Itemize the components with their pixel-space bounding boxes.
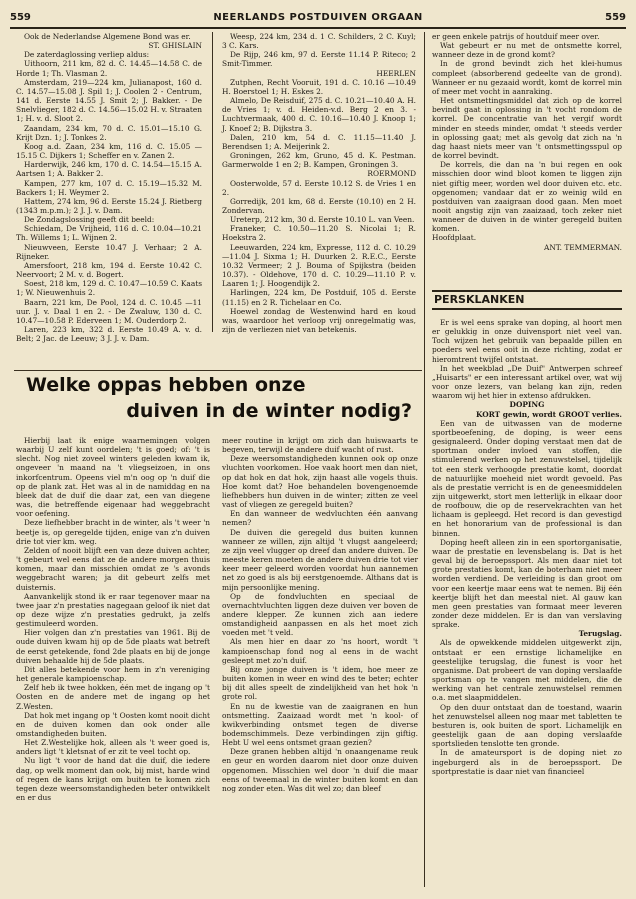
headline-line-1: Welke oppas hebben onze bbox=[26, 374, 306, 396]
location-line: Hoofdplaat. bbox=[432, 233, 477, 243]
paragraph: Er is wel eens sprake van doping, al hoort men er gelukkig in onze duivensport niet veel van. Toch wijzen het gebruik van bepaalde pillen en poeders wel eens ooit in deze richting, zodat er hieromtrent twijfel ontstaat. bbox=[432, 318, 622, 364]
paragraph: En nu de kwestie van de zaaigranen en hun ontsmetting. Zaaizaad wordt met 'n kool- of kwikverbinding ontsmet tegen de diverse bodemschimmels. Deze verbindingen zijn giftig. Hebt U wel eens ontsmet graan gezien? bbox=[222, 701, 418, 748]
page-header bbox=[10, 8, 626, 26]
paragraph: Hattem, 274 km, 96 d. Eerste 15.24 J. Rietberg (1343 m.p.m.); 2 J. J. v. Dam. bbox=[16, 196, 202, 215]
paragraph: De duiven die geregeld dus buiten kunnen wanneer ze willen, zijn altijd 't vlugst aangeleerd; ze zijn veel vlugger op dreef dan andere duiven. De meeste keren moeten de andere duiven drie tot vier keer meer geleerd worden voordat hun aannemen net zo goed is als bij eerstgenoemde. Althans dat is mijn persoonlijke mening. bbox=[222, 527, 418, 592]
results-column-2 bbox=[222, 32, 416, 362]
article-headline bbox=[16, 372, 420, 430]
page-number-right: 559 bbox=[605, 11, 626, 23]
paragraph: Een van de uitwassen van de moderne sportbeoefening, de doping, is weer eens gesignaleerd. Onder doping verstaat men dat de sportman onder invloed van stoffen, die stimulerend werken op het zenuwstelsel, tijdelijk tot een sterk verhoogde prestatie komt, doordat de natuurlijke moeheid niet wordt gevoeld. Pas als de prestatie verricht is en de geneesmiddelen zijn uitgewerkt, stort men letterlijk in elkaar door de roofbouw, die op de reservekrachten van het lichaam is gepleegd. Het record is dan gevestigd en het honorarium van de professional is dan binnen. bbox=[432, 418, 622, 538]
paragraph: Zelden of nooit blijft een van deze duiven achter, 't gebeurt wel eens dat ze de andere morgen thuis komen, maar dan misschien omdat ze 's avonds weggebracht waren; ja dit gebeurt zelfs met duisternis. bbox=[16, 545, 210, 592]
column-divider-2 bbox=[424, 32, 425, 887]
paragraph: Deze granen hebben altijd 'n onaangename reuk en geur en worden daarom niet door onze duiven opgenomen. Misschien wel door 'n duif die maar eens of tweemaal in de winter buiten komt en dan nog zonder eten. Was dit wel zo; dan bleef bbox=[222, 747, 418, 793]
paragraph: Op de fondvluchten en speciaal de overnachtvluchten liggen deze duiven ver boven de andere klepper. Ze kunnen zich aan iedere omstandigheid aanpassen en als het moet zich voeden met 't veld. bbox=[222, 591, 418, 638]
paragraph: Het Z.Westelijke hok, alleen als 't weer goed is, anders ligt 't kletsnat of er zit te veel tocht op. bbox=[16, 738, 210, 757]
paragraph: Deze liefhebber bracht in de winter, als 't weer 'n beetje is, op geregelde tijden, enige van z'n duiven drie tot vier km. weg. bbox=[16, 518, 210, 546]
section-rule bbox=[14, 370, 422, 371]
paragraph: Ook de Nederlandse Algemene Bond was er. bbox=[24, 32, 191, 41]
headline-line-2: duiven in de winter nodig? bbox=[126, 400, 412, 422]
paragraph: Amersfoort, 218 km, 194 d. Eerste 10.42 C. Neervoort; 2 M. v. d. Bogert. bbox=[16, 260, 202, 280]
publication-title: NEERLANDS POSTDUIVEN ORGAAN bbox=[213, 11, 423, 23]
paragraph: Nieuwveen, Eerste 10.47 J. Verhaar; 2 A. Rijneker. bbox=[16, 242, 202, 261]
section-heading: HEERLEN bbox=[376, 68, 416, 78]
paragraph: meer routine in krijgt om zich dan huiswaarts te begeven, terwijl de andere duif wacht of rust. bbox=[222, 436, 418, 455]
section-heading: ROERMOND bbox=[367, 169, 416, 179]
persklanken-column bbox=[432, 318, 622, 890]
paragraph: Groningen, 262 km, Gruno, 45 d. K. Pestman. Garmerwolde 1 en 2; B. Kampen, Groningen 3. bbox=[222, 151, 416, 170]
paragraph: Nu ligt 't voor de hand dat die duif, die iedere dag, op welk moment dan ook, bij mist, harde wind of regen de kans krijgt om buiten te komen zich tegen deze weersomstandigheden beter ontwikkelt en er dus bbox=[16, 756, 210, 803]
paragraph: Zelf heb ik twee hokken, één met de ingang op 't Oosten en de andere met de ingang op het Z.Westen. bbox=[16, 683, 210, 711]
paragraph: De zaterdaglossing verliep aldus: bbox=[24, 50, 150, 60]
page-number-left: 559 bbox=[10, 11, 31, 23]
paragraph: Baarn, 221 km, De Pool, 124 d. C. 10.45 —11 uur. J. v. Daal 1 en 2. - De Zwaluw, 130 d. C. 10.47—10.58 P. Ederveen 1; M. Ouderdorp 2. bbox=[16, 297, 202, 325]
paragraph: Bij onze jonge duiven is 't idem, hoe meer ze buiten komen in weer en wind des te beter; echter bij dit alles speelt de zindelijkheid van het hok 'n grote rol. bbox=[222, 664, 418, 702]
paragraph: Als de opwekkende middelen uitgewerkt zijn, ontstaat er een ernstige lichamelijke en geestelijke terugslag, die funest is voor het organisme. Dat probeert de van doping verslaafde sportsman op te vangen met middelen, die de werking van het centrale zenuwstelsel remmen o.a. met slaapmiddelen. bbox=[432, 638, 622, 703]
author-signature: ANT. TEMMERMAN. bbox=[543, 242, 622, 252]
subheading-terugslag: Terugslag. bbox=[578, 629, 622, 639]
paragraph: De Zondagslossing geeft dit beeld: bbox=[24, 215, 155, 225]
persklanken-heading: PERSKLANKEN bbox=[432, 290, 622, 310]
paragraph: Uithoorn, 211 km, 82 d. C. 14.45—14.58 C. de Horde 1; Th. Vlasman 2. bbox=[16, 59, 202, 78]
paragraph: De Rijp, 246 km, 97 d. Eerste 11.14 P. Riteco; 2 Smit-Timmer. bbox=[222, 50, 416, 69]
subheading-doping: DOPING bbox=[509, 400, 545, 410]
paragraph: In de grond bevindt zich het klei-humus compleet (absorberend gedeelte van de grond). Wanneer er nu gezaaid wordt, komt de korrel min of meer met vocht in aanraking. bbox=[432, 59, 622, 96]
article-column-2 bbox=[222, 436, 418, 892]
paragraph: Harlingen, 224 km, De Postduif, 105 d. Eerste (11.15) en 2 R. Tichelaar en Co. bbox=[222, 288, 416, 307]
paragraph: Op den duur ontstaat dan de toestand, waarin het zenuwstelsel alleen nog maar met tabletten te besturen is, ook buiten de sport. Lichamelijk en geestelijk gaan de aan doping verslaafde sportslieden tenslotte ten gronde. bbox=[432, 702, 622, 749]
column-divider-1 bbox=[212, 32, 213, 332]
paragraph: Dalen, 210 km, 54 d. C. 11.15—11.40 J. Berendsen 1; A. Meijerink 2. bbox=[222, 132, 416, 151]
paragraph: Amsterdam, 219—224 km, Julianapost, 160 d. C. 14.57—15.08 J. Spil 1; J. Coolen 2 - Centrum, 141 d. Eerste 14.55 J. Smit 2; J. Bakker. - De Snelvlieger, 182 d. C. 14.56—15.02 H. v. Straaten 1; H. v. d. Sloot 2. bbox=[16, 77, 203, 124]
article-column-1 bbox=[16, 436, 210, 892]
subheading-tagline: KORT gewin, wordt GROOT verlies. bbox=[476, 409, 622, 419]
paragraph: Weesp, 224 km, 234 d. 1 C. Schilders, 2 C. Kuyl; 3 C. Kars. bbox=[222, 32, 416, 51]
paragraph: En dan wanneer de wedvluchten één aanvang nemen? bbox=[222, 509, 418, 528]
paragraph: Zaandam, 234 km, 70 d. C. 15.01—15.10 G. Krijt Dzn. 1; J. Tonkes 2. bbox=[16, 123, 202, 142]
paragraph: In de amateursport is de doping niet zo ingeburgerd als in de beroepssport. De sportprestatie is daar niet van financieel bbox=[432, 748, 622, 776]
paragraph: De korrels, die dan na 'n bui regen en ook misschien door wind bloot komen te liggen zijn niet giftig meer, worden wel door duiven etc. etc. opgenomen; vandaar dat er zo weinig wild en postduiven van zaaigraan dood gaan. Men moet nooit angstig zijn van zaaizaad, toch zeker niet wanneer de duiven in de winter geregeld buiten komen. bbox=[432, 160, 622, 234]
paragraph: Dit alles betekende voor hem in z'n vereniging het generale kampioenschap. bbox=[16, 664, 210, 684]
paragraph: Hierbij laat ik enige waarnemingen volgen waarbij U zelf kunt oordelen; 't is goed; of: 't is slecht. Nog niet zoveel winters geleden kwam ik, ongeveer 'n maand na 't vliegseizoen, in ons inkorfcentrum. Opeens viel m'n oog op 'n duif die op de plank zat. Het was al in de namiddag en na bleek dat de duif die daar zat, een van diegene was, die betreffende eigenaar had weggebracht voor oefening. bbox=[16, 436, 210, 519]
paragraph: Hoewel zondag de Westenwind hard en koud was, waardoor het verloop vrij onregelmatig was, zijn de verliezen niet van betekenis. bbox=[222, 306, 416, 334]
paragraph: Leeuwarden, 224 km, Expresse, 112 d. C. 10.29—11.04 J. Sixma 1; H. Duurken 2. R.E.C., Eerste 10.32 Vermeer; 2 J. Bouma of Spijkstra (beiden 10.37). - Oldehove, 170 d. C. 10.29—11.10 P. v. Laaren 1; J. Hoogendijk 2. bbox=[222, 242, 416, 289]
paragraph: Kampen, 277 km, 107 d. C. 15.19—15.32 M. Backers 1; H. Weymer 2. bbox=[16, 178, 202, 197]
section-heading: ST. GHISLAIN bbox=[148, 41, 202, 51]
paragraph: Koog a.d. Zaan, 234 km, 116 d. C. 15.05 —15.15 C. Dijkers 1; Scheffer en v. Zanen 2. bbox=[16, 141, 202, 161]
paragraph: Als men hier en daar zo 'ns hoort, wordt 't kampioenschap fond nog al eens in de wacht gesleept met zo'n duif. bbox=[222, 637, 418, 665]
paragraph: Almelo, De Reisduif, 275 d. C. 10.21—10.40 A. H. de Vries 1; v. d. Heiden-v.d. Berg 2 en 3. - Luchtvermaak, 400 d. C. 10.16—10.40 J. Knoop 1; J. Knoef 2; B. Dijkstra 3. bbox=[222, 96, 416, 133]
paragraph: Hier volgen dan z'n prestaties van 1961. Bij de oude duiven kwam hij op de 5de plaats wat betreft de eerst getekende, fond 2de plaats en bij de jonge duiven behaalde hij de 5de plaats. bbox=[16, 628, 210, 665]
paragraph: Deze weersomstandigheden kunnen ook op onze vluchten voorkomen. Hoe vaak hoort men dan niet, op dat hok en dat hok, zijn haast alle vogels thuis. Hoe komt dat? Hoe behandelen bovengenoemde liefhebbers hun duiven in de winter; zitten ze veel vast of vliegen ze geregeld buiten? bbox=[222, 454, 418, 510]
paragraph: Doping heeft alleen zin in een sportorganisatie, waar de prestatie en levensbelang is. Dat is het geval bij de beroepssport. Als men daar niet tot grote prestaties komt, kan de boterham niet meer worden verdiend. De verleiding is dan groot om voor een keertje maar eens wat te nemen. Bij één keertje blijft het dan meestal niet. Al gauw kan men geen prestaties van formaat meer leveren zonder deze middelen. Er is dan van verslaving sprake. bbox=[432, 537, 622, 630]
paragraph: Soest, 218 km, 129 d. C. 10.47—10.59 C. Kaats 1; W. Nieuwenhuis 2. bbox=[16, 279, 202, 298]
paragraph: Het ontsmettingsmiddel dat zich op de korrel bevindt gaat in oplossing in 't vocht rondom de korrel. De concentratie van het vergif wordt minder en steeds minder, omdat 't steeds verder in oplossing gaat; met als gevolg dat zich na 'n dag haast niets meer van 't ontsmettingsspul op de korrel bevindt. bbox=[432, 96, 622, 161]
paragraph: In het weekblad „De Duif" Antwerpen schreef „Huisarts" er een interessant artikel over, wat wij voor onze lezers, van belang kan zijn, reden waarom wij het hier in extenso afdrukken. bbox=[432, 363, 622, 401]
paragraph: Laren, 223 km, 322 d. Eerste 10.49 A. v. d. Belt; 2 Jac. de Leeuw; 3 J. J. v. Dam. bbox=[16, 325, 202, 344]
paragraph: Dat hok met ingang op 't Oosten komt nooit dicht en de duiven komen dan ook onder alle omstandigheden buiten. bbox=[16, 710, 210, 738]
paragraph: Aanvankelijk stond ik er raar tegenover maar na twee jaar z'n prestaties nagegaan geloof ik niet dat op deze wijze z'n prestaties gedrukt, ja zelfs gestimuleerd worden. bbox=[16, 591, 210, 629]
paragraph: Gorredijk, 201 km, 68 d. Eerste (10.10) en 2 H. Zondervan. bbox=[222, 196, 416, 215]
paragraph: Zutphen, Recht Vooruit, 191 d. C. 10.16 —10.49 H. Boerstoel 1; H. Eskes 2. bbox=[222, 77, 416, 96]
paragraph: Wat gebeurt er nu met de ontsmette korrel, wanneer deze in de grond komt? bbox=[432, 41, 622, 60]
header-rule bbox=[10, 27, 626, 29]
paragraph: Schiedam, De Vrijheid, 116 d. C. 10.04—10.21 Th. Willems 1; L. Wijnen 2. bbox=[16, 224, 202, 243]
article-continuation-column bbox=[432, 32, 622, 282]
paragraph: Franeker, C. 10.50—11.20 S. Nicolai 1; R. Hoekstra 2. bbox=[222, 224, 416, 243]
paragraph: Ureterp, 212 km, 30 d. Eerste 10.10 L. van Veen. bbox=[230, 215, 415, 225]
paragraph: Harderwijk, 246 km, 170 d. C. 14.54—15.15 A. Aartsen 1; A. Bakker 2. bbox=[16, 160, 202, 179]
results-column-1 bbox=[16, 32, 203, 344]
paragraph: er geen enkele patrijs of houtduif meer over. bbox=[432, 32, 600, 41]
paragraph: Oosterwolde, 57 d. Eerste 10.12 S. de Vries 1 en 2. bbox=[222, 178, 416, 197]
